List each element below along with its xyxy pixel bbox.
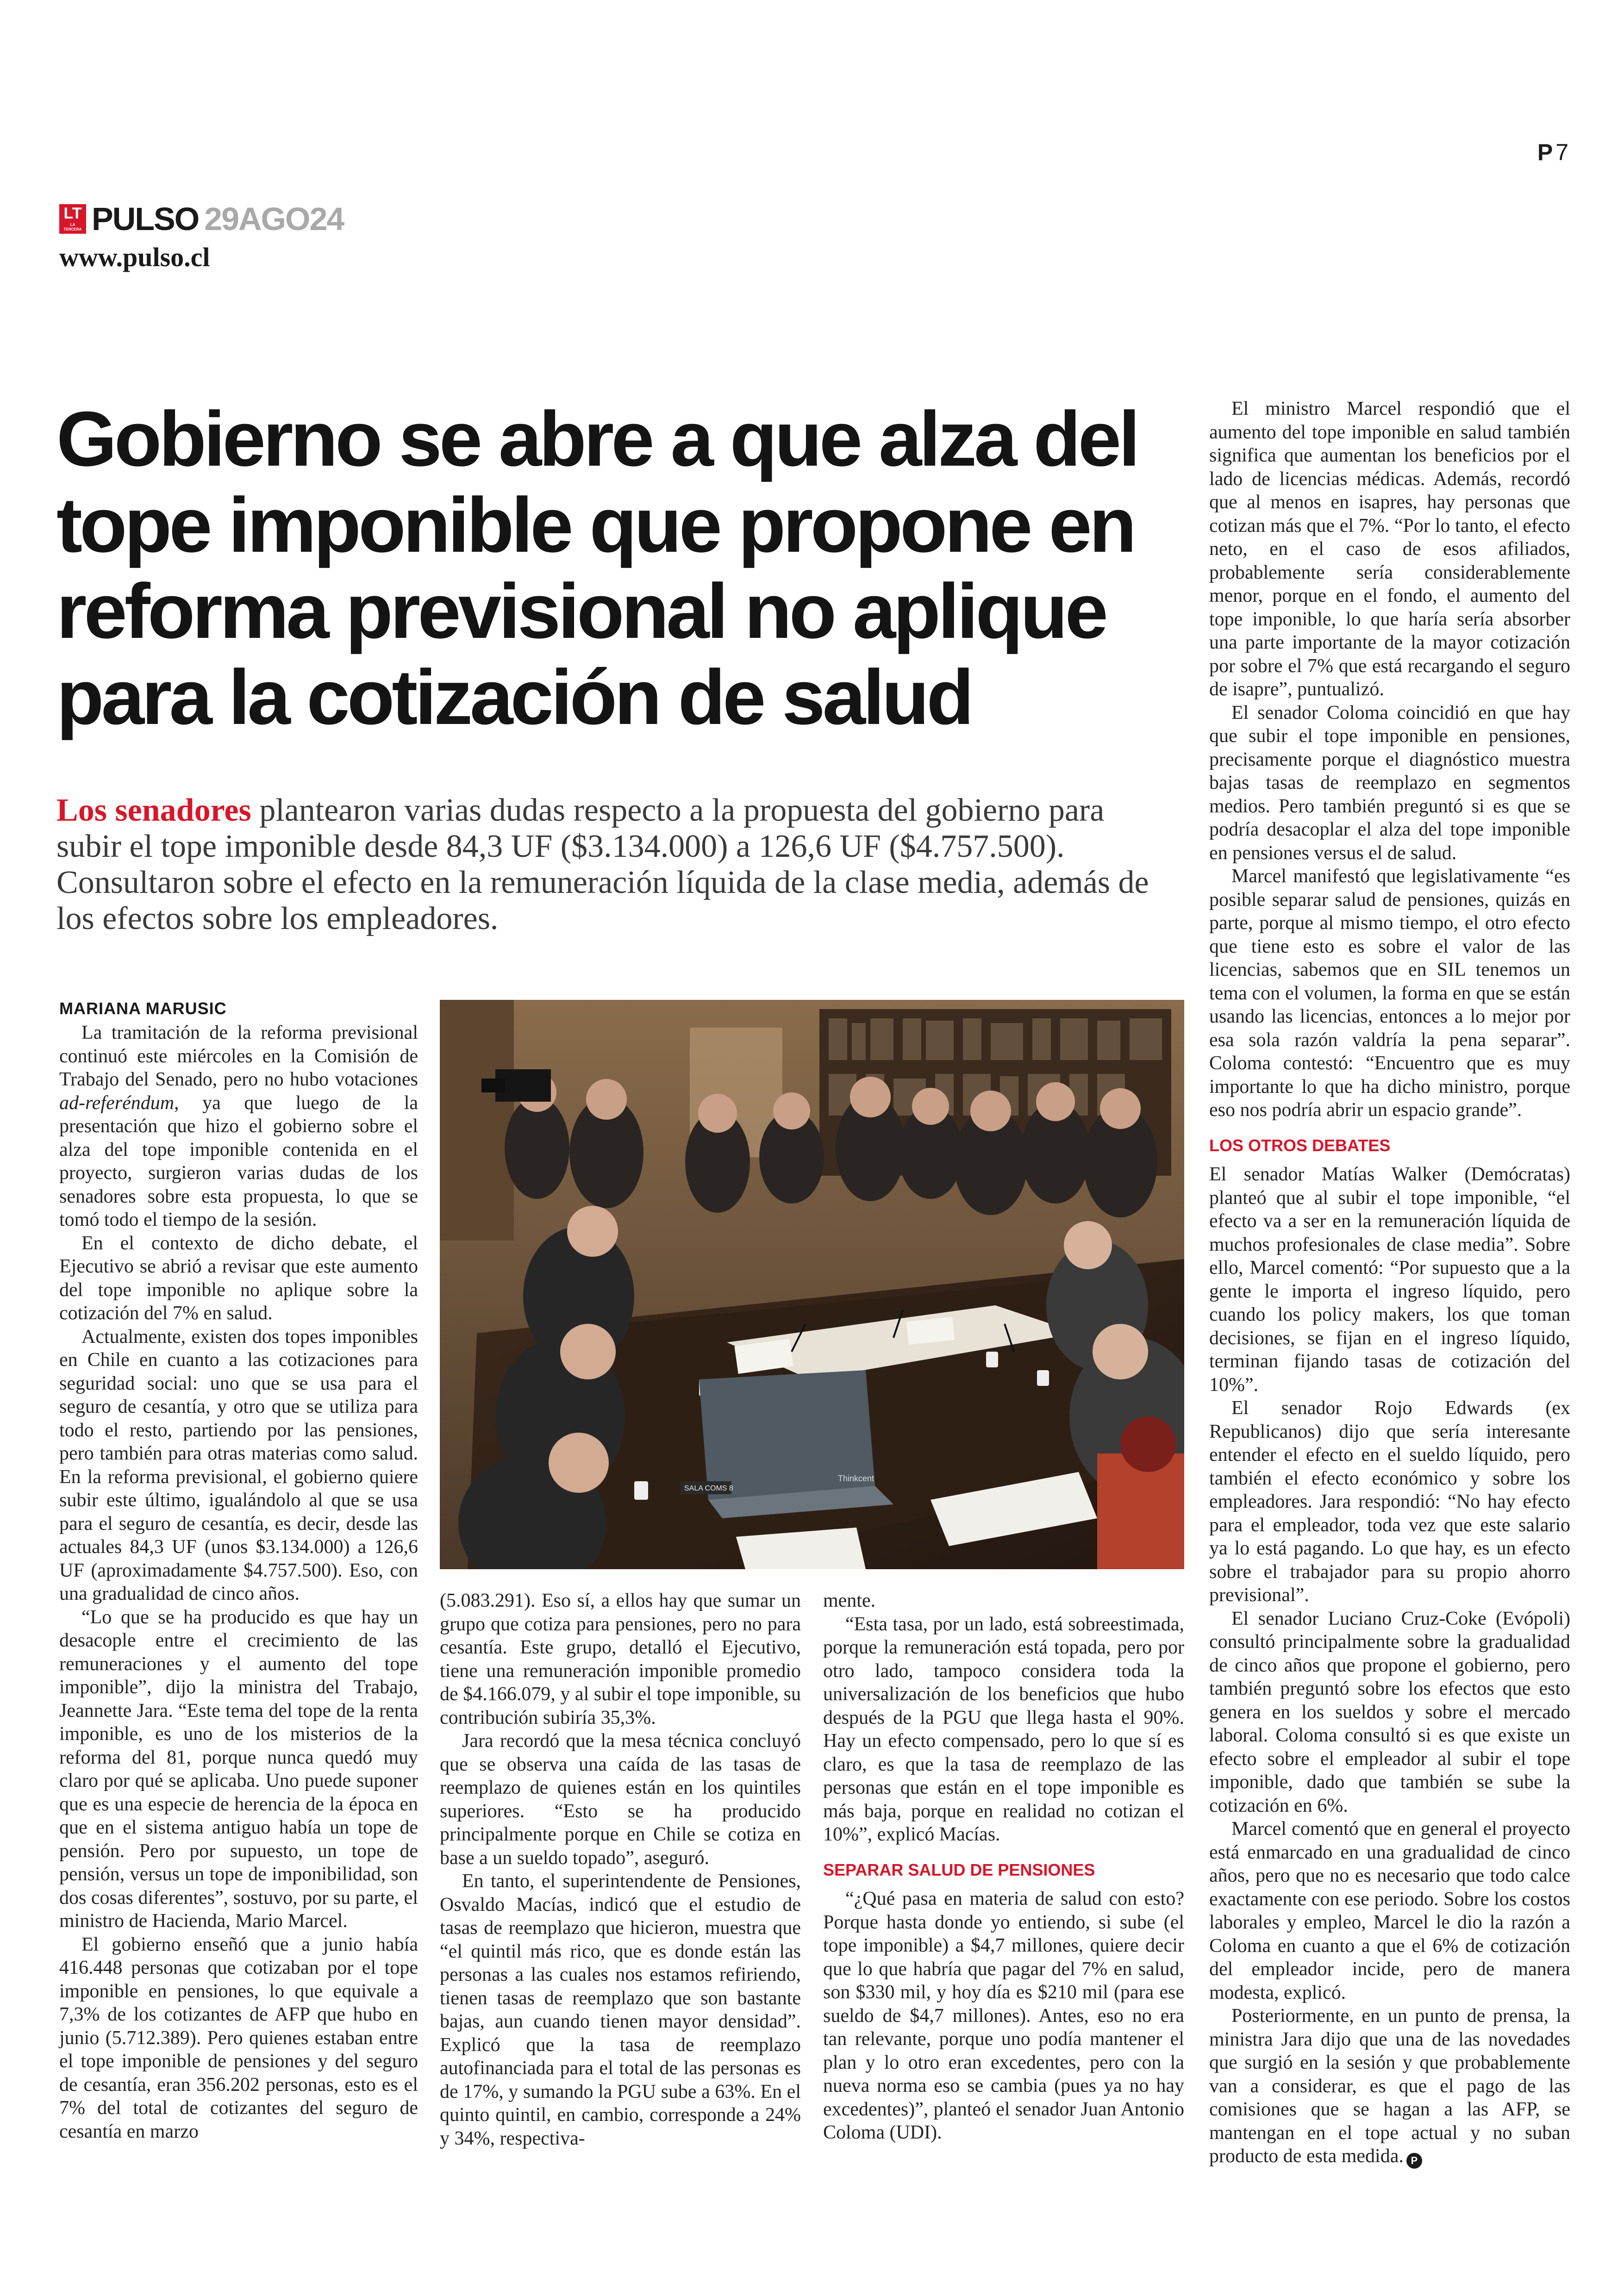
page-folio (1537, 139, 1568, 166)
paragraph: “¿Qué pasa en materia de salud con esto? Porque hasta donde yo entiendo, si sube (el tope imponible) a $4,7 millones, quiere decir que lo que habría que pagar del 7% en salud, son $330 mil, y hoy día es $210 mil (para ese sueldo de $4,7 millones). Antes, eso no era tan relevante, porque uno podía mantener el plan y lo otro eran excedentes, pero con la nueva norma eso se cambia (pues ya no hay excedentes)”, planteó el senador Juan Antonio Coloma (UDI). (823, 1888, 1184, 2143)
brand-name: PULSO (92, 201, 199, 237)
name-plate: SALA COMS 8 (684, 1484, 733, 1492)
paragraph: El senador Luciano Cruz-Coke (Evópoli) consultó principalmente sobre la gradualidad de cinco años que propone el gobierno, pero también preguntó sobre los efectos que esto genera en los sueldos y sobre el mercado laboral. Coloma consultó si es que existe un efecto sobre el empleador al subir el tope imponible, dado que también se sube la cotización en 6%. (1209, 1608, 1570, 1816)
article-column-2 (440, 1589, 801, 2150)
paragraph: En tanto, el superintendente de Pensiones, Osvaldo Macías, indicó que el estudio de tasas de reemplazo que hicieron, muestra que “el quintil más rico, que es donde están las personas a las cuales nos estamos refiriendo, tienen tasas de reemplazo que son bastante bajas, aun cuando tienen mayor densidad”. Explicó que la tasa de reemplazo autofinanciada para el total de las personas es de 17%, y sumando la PGU sube a 63%. En el quinto quintil, en cambio, corresponde a 24% y 34%, respectiva- (440, 1871, 801, 2149)
deck-text: plantearon varias dudas respecto a la propuesta del gobierno para subir el tope imponible desde 84,3 UF ($3.134.000) a 126,6 UF ($4.757.500). Consultaron sobre el efecto en la remuneración líquida de la clase media, además de los efectos sobre los empleadores. (56, 792, 1149, 936)
lt-logo-subtext: LA TERCERA (63, 223, 82, 231)
paragraph: Marcel comentó que en general el proyecto está enmarcado en una gradualidad de cinco años, pero que no es necesario que todo calce exactamente con ese periodo. Sobre los costos laborales y empleo, Marcel le dio la razón a Coloma en cuanto a que el 6% de cotización del empleador incide, pero de manera modesta, explicó. (1209, 1818, 1570, 2003)
folio-number: 7 (1555, 139, 1568, 165)
article-column-4 (1209, 397, 1570, 2169)
folio-letter: P (1537, 139, 1553, 165)
paragraph: El senador Matías Walker (Demócratas) planteó que al subir el tope imponible, “el efecto va a ser en la remuneración líquida de muchos profesionales de clase media”. Sobre ello, Marcel comentó: “Por supuesto que a la gente le importa el ingreso líquido, pero cuando los policy makers, los que toman decisiones, se fijan en el ingreso líquido, terminan fijando tasas de cotización del 10%”. (1209, 1164, 1570, 1396)
edition-date: 29AGO24 (204, 201, 344, 237)
senate-commission-photo (440, 1000, 1184, 1569)
subhead-separar-salud: SEPARAR SALUD DE PENSIONES (823, 1860, 1095, 1879)
paragraph: El senador Coloma coincidió en que hay que subir el tope imponible en pensiones, precisamente porque el diagnóstico muestra bajas tasas de reemplazo en segmentos medios. Pero también preguntó si es que se podría desacoplar el alza del tope imponible en pensiones versus el de salud. (1209, 702, 1570, 864)
lt-logo-text: LT (63, 205, 82, 222)
paragraph: “Esta tasa, por un lado, está sobreestimada, porque la remuneración está topada, pero por otro lado, tampoco considera toda la universalización de los beneficios que hubo después de la PGU que llega hasta el 90%. Hay un efecto compensado, pero lo que sí es claro, es que la tasa de reemplazo de las personas que están en el tope imponible es más baja, porque en realidad no cotizan el 10%”, explicó Macías. (823, 1613, 1184, 1845)
paragraph: mente. (823, 1590, 876, 1611)
subhead-otros-debates: LOS OTROS DEBATES (1209, 1135, 1391, 1155)
paragraph: El gobierno enseñó que a junio había 416.448 personas que cotizaban por el tope imponible en pensiones, lo que equivale a 7,3% de los cotizantes de AFP que hubo en junio (5.712.389). Pero quienes estaban entre el tope imponible de pensiones y del seguro de cesantía, eran 356.202 personas, esto es el 7% del total de cotizantes del seguro de cesantía en marzo (59, 1933, 418, 2142)
paragraph: El ministro Marcel respondió que el aumento del tope imponible en salud también significa que aumentan los beneficios por el lado de licencias médicas. Además, recordó que al menos en isapres, hay personas que cotizan más que el 7%. “Por lo tanto, el efecto neto, en el caso de esos afiliados, probablemente sería considerablemente menor, porque en el fondo, el aumento del tope imponible, lo que haría sería absorber una parte importante de la mayor cotización por sobre el 7% que está recargando el seguro de isapre”, puntualizó. (1209, 398, 1570, 700)
website-url[interactable]: www.pulso.cl (59, 242, 210, 272)
paragraph: Jara recordó que la mesa técnica concluyó que se observa una caída de las tasas de reemplazo de quienes están en los quintiles superiores. “Esto se ha producido principalmente porque en Chile se cotiza en base a un sueldo topado”, aseguró. (440, 1730, 801, 1869)
paragraph: El senador Rojo Edwards (ex Republicanos) dijo que sería interesante entender el efecto en el sueldo líquido, pero también el efecto económico y sobre los empleadores. Jara respondió: “No hay efecto para el empleador, toda vez que este salario ya lo está pagando. Lo que hay, es un efecto sobre el trabajador para su propio ahorro previsional”. (1209, 1397, 1570, 1606)
paragraph: Posteriormente, en un punto de prensa, la ministra Jara dijo que una de las novedades que surgió en la sesión y que probablemente van a considerar, es que el pago de las comisiones que se hagan a las AFP, se mantengan en el tope actual y no suban producto de esta medida. P (1209, 2004, 1570, 2169)
end-mark-icon: P (1406, 2153, 1422, 2169)
article-column-3 (823, 1589, 1184, 2145)
headline: Gobierno se abre a que alza del tope imponible que propone en reforma previsional no aplique para la cotización de salud (56, 395, 1137, 741)
masthead (59, 203, 344, 235)
article-column-1 (59, 1021, 418, 2143)
paragraph: Actualmente, existen dos topes imponibles en Chile en cuanto a las cotizaciones para seguridad social: uno que se usa para el seguro de cesantía, y otro que se utiliza para todo el resto, partiendo por las pensiones, pero también para otras materias como salud. En la reforma previsional, el gobierno quiere subir este último, igualándolo al que se usa para el seguro de cesantía, es decir, desde las actuales 84,3 UF (unos $3.134.000) a 126,6 UF (aproximadamente $4.757.500). Eso, con una gradualidad de cinco años. (59, 1326, 418, 1604)
paragraph: En el contexto de dicho debate, el Ejecutivo se abrió a revisar que este aumento del tope imponible no aplique sobre la cotización del 7% en salud. (59, 1232, 418, 1324)
news-photo (440, 1000, 1184, 1569)
deck-lead: Los senadores (56, 792, 251, 828)
latin-term: ad-referéndum (59, 1092, 175, 1114)
paragraph: “Lo que se ha producido es que hay un desacople entre el crecimiento de las remuneraciones y el aumento del tope imponible”, dijo la ministra del Trabajo, Jeannette Jara. “Este tema del tope de la renta imponible, es uno de los misterios de la reforma del 81, porque nunca quedó muy claro por qué se aplicaba. Uno puede suponer que es una especie de herencia de la época en que en el sistema antiguo había un tope de pensión. Pero por supuesto, un tope de pensión, versus un tope de imponibilidad, son dos cosas diferentes”, sostuvo, por su parte, el ministro de Hacienda, Mario Marcel. (59, 1606, 418, 1932)
lt-logo (59, 204, 86, 234)
laptop-brand: Thinkcent (838, 1474, 874, 1483)
byline: MARIANA MARUSIC (59, 999, 227, 1018)
deck (56, 792, 1177, 937)
paragraph: La tramitación de la reforma previsional continuó este miércoles en la Comisión de Trabajo del Senado, pero no hubo votaciones ad-referéndum, ya que luego de la presentación que hizo el gobierno sobre el alza del tope imponible contenida en el proyecto, surgieron varias dudas de los senadores sobre esta propuesta, lo que se tomó todo el tiempo de la sesión. (59, 1022, 418, 1230)
paragraph: Marcel manifestó que legislativamente “es posible separar salud de pensiones, quizás en parte, porque al mismo tiempo, el otro efecto que tiene esto es sobre el valor de las licencias, sabemos que en SIL tenemos un tema con el volumen, la forma en que se están usando las licencias, entonces a lo mejor por esa sola razón valdría la pena separar”. Coloma contestó: “Encuentro que es muy importante lo que ha dicho ministro, porque eso nos podría abrir un espacio grande”. (1209, 866, 1570, 1121)
paragraph: (5.083.291). Eso sí, a ellos hay que sumar un grupo que cotiza para pensiones, pero no para cesantía. Este grupo, detalló el Ejecutivo, tiene una remuneración imponible promedio de $4.166.079, y al subir el tope imponible, su contribución subiría 35,3%. (440, 1590, 801, 1728)
